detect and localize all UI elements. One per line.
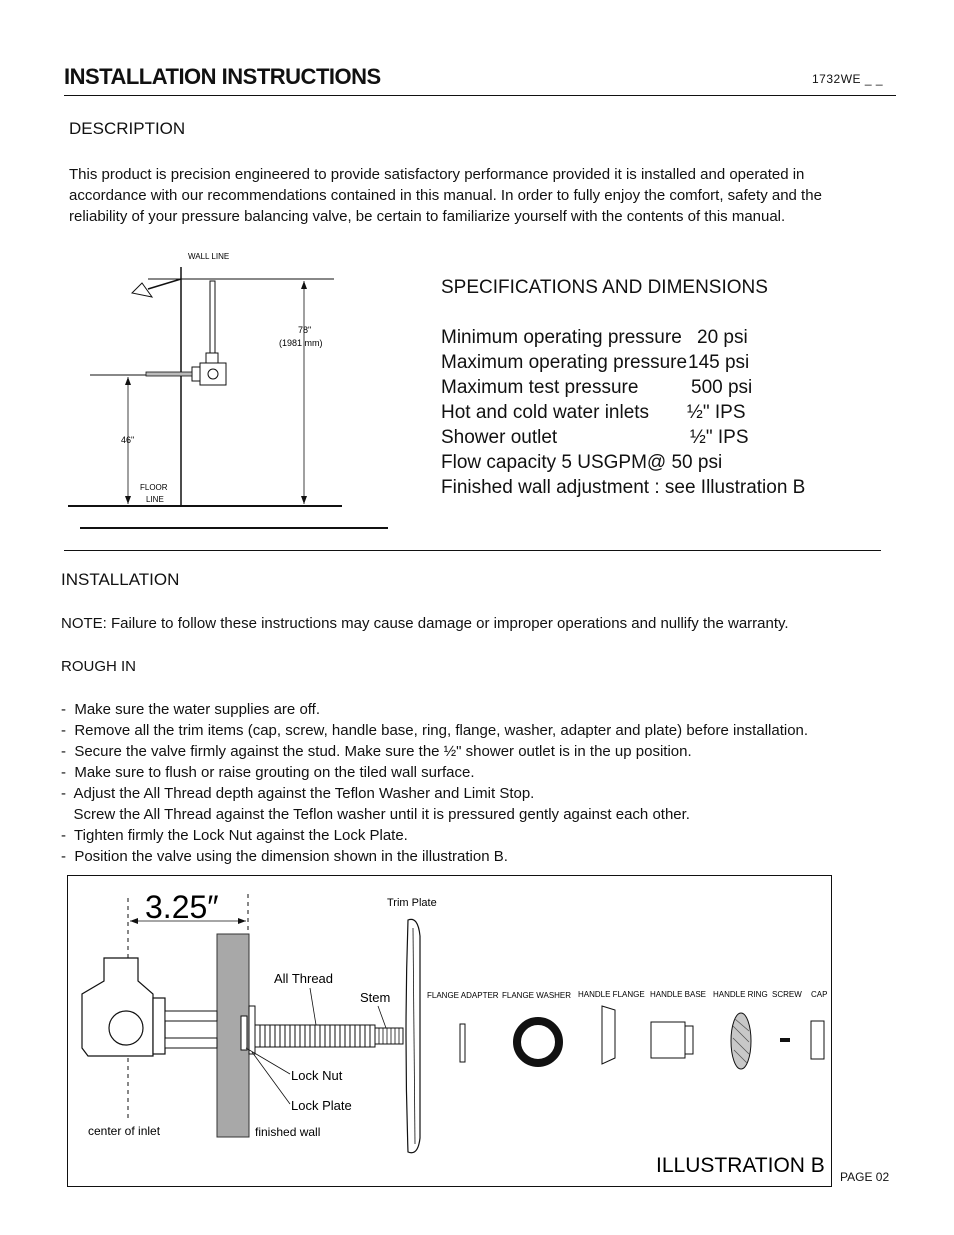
lock-plate-label: Lock Plate xyxy=(291,1098,352,1113)
stem-leader xyxy=(378,1006,386,1028)
spec-label: Finished wall adjustment : see Illustration B xyxy=(441,477,806,498)
stem-label: Stem xyxy=(360,990,391,1005)
description-heading: DESCRIPTION xyxy=(69,119,186,138)
screw xyxy=(780,1038,790,1042)
spec-value: 145 psi xyxy=(688,352,750,373)
valve-stem-upper xyxy=(165,1011,217,1021)
section-divider xyxy=(64,550,881,551)
riser-pipe xyxy=(210,281,215,359)
spec-value: 20 psi xyxy=(697,327,748,348)
finished-wall-label: finished wall xyxy=(255,1125,321,1139)
handle-base-neck xyxy=(685,1026,693,1054)
dimension-label: 3.25″ xyxy=(145,889,219,925)
dim-78-mm-label: (1981 mm) xyxy=(279,338,323,348)
valve-stem xyxy=(146,372,192,376)
all-thread-leader xyxy=(310,988,316,1025)
spec-label: Minimum operating pressure xyxy=(441,327,682,348)
valve-bonnet xyxy=(153,998,165,1054)
spec-label: Flow capacity 5 USGPM@ 50 psi xyxy=(441,452,723,473)
part-label-screw: SCREW xyxy=(772,990,802,999)
valve-inlet xyxy=(208,369,218,379)
header-divider xyxy=(64,95,896,96)
step-item: - Make sure the water supplies are off. xyxy=(61,701,321,718)
wall-line-label: WALL LINE xyxy=(188,252,230,261)
step-item: - Secure the valve firmly against the stud. Make sure the ½" shower outlet is in the up position. xyxy=(61,743,692,760)
dim-78-label: 78" xyxy=(298,325,312,335)
spec-label: Shower outlet xyxy=(441,427,558,448)
spec-value: 500 psi xyxy=(691,377,753,398)
step-item: - Remove all the trim items (cap, screw, handle base, ring, flange, washer, adapter and plate) before installation. xyxy=(61,722,809,739)
flange-adapter xyxy=(460,1024,465,1062)
floor-line-label-1: FLOOR xyxy=(140,483,168,492)
step-item: - Make sure to flush or raise grouting on the tiled wall surface. xyxy=(61,764,475,781)
illustration-b-diagram xyxy=(68,876,831,1186)
part-label-flange-adapter: FLANGE ADAPTER xyxy=(427,991,499,1000)
rough-in-steps xyxy=(61,699,808,867)
installation-note: NOTE: Failure to follow these instructions may cause damage or improper operations and nullify the warranty. xyxy=(61,615,789,632)
handle-flange xyxy=(602,1006,615,1064)
part-label-handle-ring: HANDLE RING xyxy=(713,990,768,999)
step-item: Screw the All Thread against the Teflon washer until it is pressured gently against each other. xyxy=(61,806,690,823)
part-label-handle-base: HANDLE BASE xyxy=(650,990,707,999)
lock-plate xyxy=(249,1006,255,1054)
step-item: - Adjust the All Thread depth against the Teflon Washer and Limit Stop. xyxy=(61,785,535,802)
valve-stem-lower xyxy=(165,1038,217,1048)
lock-nut-leader xyxy=(246,1048,290,1074)
illustration-caption: ILLUSTRATION B xyxy=(656,1154,825,1177)
part-label-handle-flange: HANDLE FLANGE xyxy=(578,990,645,999)
model-number: 1732WE _ _ xyxy=(812,72,884,86)
step-item: - Position the valve using the dimension shown in the illustration B. xyxy=(61,848,508,865)
riser-elbow xyxy=(206,353,218,363)
shower-arm xyxy=(148,279,181,289)
trim-plate-label: Trim Plate xyxy=(387,897,437,909)
valve-inlet xyxy=(109,1011,143,1045)
rough-in-heading: ROUGH IN xyxy=(61,658,136,675)
part-label-flange-washer: FLANGE WASHER xyxy=(502,991,572,1000)
illustration-b-frame xyxy=(67,875,832,1187)
spec-label: Maximum test pressure xyxy=(441,377,639,398)
handle-base xyxy=(651,1022,685,1058)
step-item: - Tighten firmly the Lock Nut against the Lock Plate. xyxy=(61,827,408,844)
lock-plate-leader xyxy=(252,1052,290,1104)
installation-heading: INSTALLATION xyxy=(61,570,180,589)
cap xyxy=(811,1021,824,1059)
specs-heading: SPECIFICATIONS AND DIMENSIONS xyxy=(441,277,768,298)
page-title: INSTALLATION INSTRUCTIONS xyxy=(64,64,381,89)
part-label-cap: CAP xyxy=(811,990,828,999)
valve-bonnet xyxy=(192,367,200,381)
floor-line-label-2: LINE xyxy=(146,495,164,504)
lock-nut xyxy=(241,1016,247,1050)
spec-value: ½" IPS xyxy=(687,402,746,423)
spec-label: Maximum operating pressure xyxy=(441,352,688,373)
page-number: PAGE 02 xyxy=(840,1170,890,1184)
dim-46-label: 46" xyxy=(121,435,135,445)
center-inlet-label: center of inlet xyxy=(88,1124,161,1138)
wall-elevation-diagram xyxy=(60,245,400,540)
description-body: This product is precision engineered to provide satisfactory performance provided it is installed and operated in accordance with our recommendations contained in this manual. In order to fully enjoy the comfort, safety and the reliability of your pressure balancing valve, be certain to familiarize yourself with the contents of this manual. xyxy=(69,166,822,225)
all-thread-label: All Thread xyxy=(274,971,334,986)
shower-head-icon xyxy=(132,283,152,297)
spec-value: ½" IPS xyxy=(690,427,749,448)
flange-washer xyxy=(517,1021,559,1063)
spec-label: Hot and cold water inlets xyxy=(441,402,650,423)
lock-nut-label: Lock Nut xyxy=(291,1068,343,1083)
